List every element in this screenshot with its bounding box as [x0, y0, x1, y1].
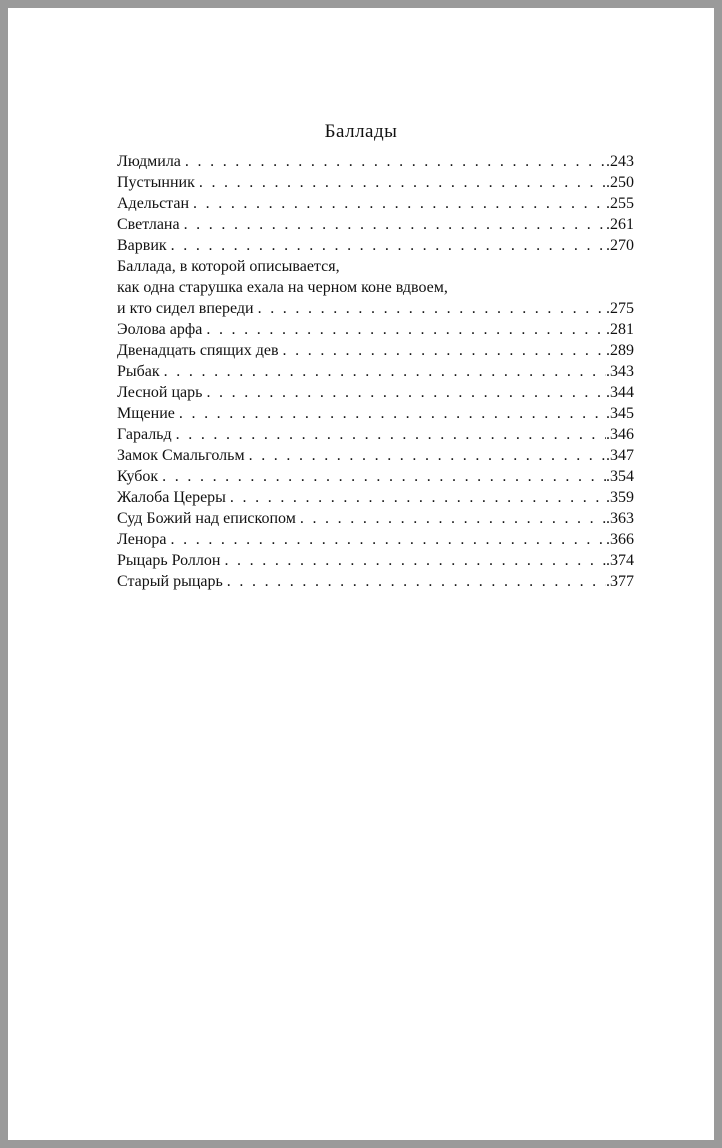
toc-entry-title: Ленора [117, 531, 167, 548]
dot-leader [230, 487, 606, 508]
dot-leader [227, 571, 606, 592]
toc-entry [117, 487, 634, 508]
dot-leader [283, 340, 606, 361]
toc-entry-title: Суд Божий над епископом [117, 510, 296, 527]
toc-entry-page: .281 [606, 321, 634, 338]
toc-entry-page: .374 [606, 552, 634, 569]
dot-leader [224, 550, 606, 571]
dot-leader [258, 298, 606, 319]
dot-leader [300, 508, 606, 529]
toc-entry [117, 235, 634, 256]
dot-leader [199, 172, 606, 193]
toc-entry-page: .347 [606, 447, 634, 464]
dot-leader [171, 235, 606, 256]
toc-entry-page: .346 [606, 426, 634, 443]
toc-entry-page: .243 [606, 153, 634, 170]
toc-entry-page: .261 [606, 216, 634, 233]
dot-leader [185, 151, 606, 172]
toc-entry-page: .255 [606, 195, 634, 212]
toc-entry [117, 403, 634, 424]
toc-entry-page: .377 [606, 573, 634, 590]
toc-entry-title: Людмила [117, 153, 181, 170]
dot-leader [179, 403, 606, 424]
toc-entry [117, 172, 634, 193]
toc-entry-page: .363 [606, 510, 634, 527]
page [8, 8, 714, 1140]
toc-entry-title: Эолова арфа [117, 321, 203, 338]
toc-entry-title: Пустынник [117, 174, 195, 191]
dot-leader [206, 319, 606, 340]
toc-entry-title: Кубок [117, 468, 159, 485]
toc-entry [117, 424, 634, 445]
toc-entry-page: .359 [606, 489, 634, 506]
toc-entry-title: Жалоба Цереры [117, 489, 226, 506]
dot-leader [193, 193, 606, 214]
toc-entry-title: Варвик [117, 237, 167, 254]
toc-entry [117, 571, 634, 592]
section-title: Баллады [324, 121, 398, 142]
toc-entry-title: Рыбак [117, 363, 160, 380]
toc-entry-page: .270 [606, 237, 634, 254]
dot-leader [162, 466, 606, 487]
toc-entry-page: .343 [606, 363, 634, 380]
toc-entry-page: .366 [606, 531, 634, 548]
dot-leader [206, 382, 606, 403]
toc-entry-page: .344 [606, 384, 634, 401]
toc-entry-title: Мщение [117, 405, 175, 422]
toc-entry [117, 382, 634, 403]
toc-entry [117, 445, 634, 466]
toc-entry-title: Адельстан [117, 195, 190, 212]
dot-leader [176, 424, 606, 445]
toc-entry-title: и кто сидел впереди [117, 300, 254, 317]
toc-entry [117, 319, 634, 340]
dot-leader [171, 529, 606, 550]
toc-entry-page: .354 [606, 468, 634, 485]
toc-entry [117, 508, 634, 529]
toc-entry-title: Рыцарь Роллон [117, 552, 221, 569]
toc-entry [117, 340, 634, 361]
toc-entry [117, 466, 634, 487]
toc-entry-page: .289 [606, 342, 634, 359]
dot-leader [184, 214, 606, 235]
toc-entry [117, 214, 634, 235]
toc-entry-title-line: как одна старушка ехала на черном коне вдвоем, [117, 279, 448, 296]
toc-entry-title: Лесной царь [117, 384, 203, 401]
toc-entry [117, 151, 634, 172]
toc-entry [117, 550, 634, 571]
toc-entry-page: .250 [606, 174, 634, 191]
toc-entry-title: Двенадцать спящих дев [117, 342, 279, 359]
toc-entry-title: Замок Смальгольм [117, 447, 245, 464]
dot-leader [164, 361, 606, 382]
table-of-contents [117, 151, 634, 592]
toc-entry-title: Старый рыцарь [117, 573, 223, 590]
toc-entry [117, 361, 634, 382]
toc-entry [117, 529, 634, 550]
toc-entry-page: .275 [606, 300, 634, 317]
toc-entry-title: Гаральд [117, 426, 172, 443]
toc-entry [117, 193, 634, 214]
dot-leader [249, 445, 606, 466]
toc-entry [117, 298, 634, 319]
toc-entry-title: Светлана [117, 216, 180, 233]
toc-entry-page: .345 [606, 405, 634, 422]
toc-entry-title-line: Баллада, в которой описывается, [117, 258, 340, 275]
